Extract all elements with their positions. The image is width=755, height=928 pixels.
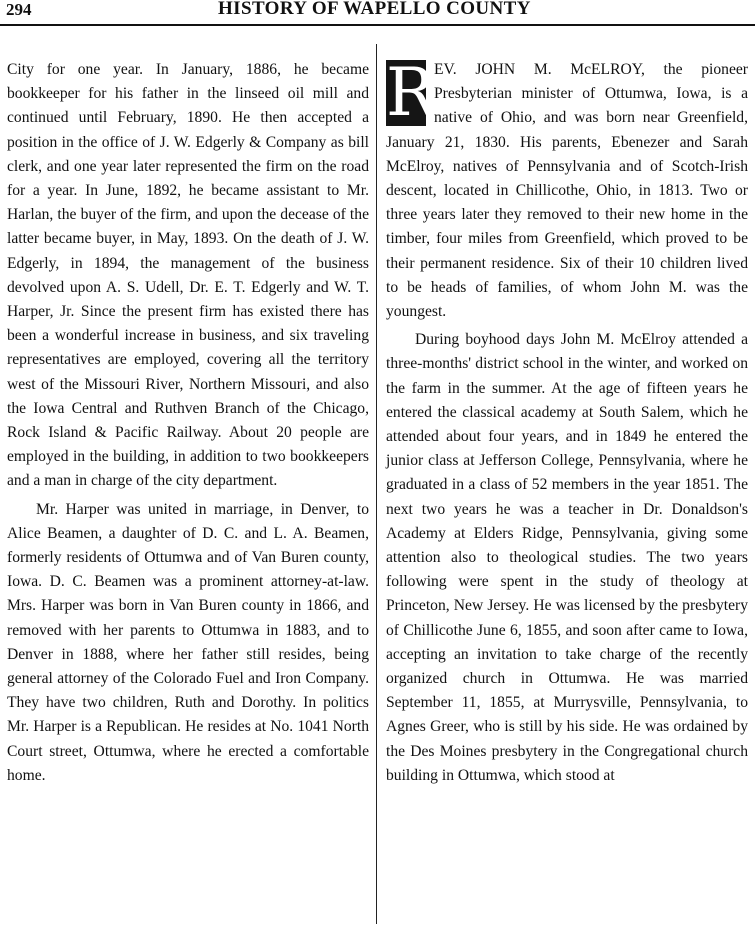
paragraph bbox=[386, 54, 748, 324]
paragraph: During boyhood days John M. McElroy attended a three-months' district school in the winter, and worked on the farm in the summer. At the age of fifteen years he entered the classical academy at South Salem, which he attended about four years, and in 1849 he entered the junior class at Jefferson College, Pennsylvania, where he graduated in a class of 52 members in the year 1851. The next two years he was a teacher in Dr. Donaldson's Academy at Elders Ridge, Pennsylvania, giving some attention also to theological studies. The two years following were spent in the study of theology at Princeton, New Jersey. He was licensed by the presbytery of Chillicothe June 6, 1855, and soon after came to Iowa, accepting an invitation to take charge of the recently organized church in Ottumwa. He was married September 11, 1855, at Murrysville, Pennsylvania, to Agnes Greer, who is still by his side. He was ordained by the Des Moines presbytery in the Congregational church building in Ottumwa, which stood at bbox=[386, 331, 748, 784]
page-number: 294 bbox=[6, 0, 32, 19]
paragraph: Mr. Harper was united in marriage, in Denver, to Alice Beamen, a daughter of D. C. and L. A. Beamen, formerly residents of Ottumwa and of Van Buren county, Iowa. D. C. Beamen was a prominent attorney-at-law. Mrs. Harper was born in Van Buren county in 1866, and removed with her parents to Ottumwa in 1883, and to Denver in 1888, where her father still resides, being general attorney of the Colorado Fuel and Iron Company. They have two children, Ruth and Dorothy. In politics Mr. Harper is a Republican. He resides at No. 1041 North Court street, Ottumwa, where he erected a comfortable home. bbox=[7, 500, 369, 784]
right-column bbox=[386, 54, 748, 788]
running-title: HISTORY OF WAPELLO COUNTY bbox=[218, 0, 531, 19]
paragraph: City for one year. In January, 1886, he became bookkeeper for his father in the linseed oil mill and continued until February, 1890. He then accepted a position in the office of J. W. Edgerly & Company as bill clerk, and one year later represented the firm on the road for a year. In June, 1892, he became assistant to Mr. Harlan, the buyer of the firm, and upon the decease of the latter became buyer, in May, 1893. On the death of J. W. Edgerly, in 1894, the management of the business devolved upon A. S. Udell, Dr. E. T. Edgerly and W. T. Harper, Jr. Since the present firm has existed there has been a wonderful increase in business, and six traveling representatives are employed, covering all the territory west of the Missouri River, Northern Missouri, and also the Iowa Central and Ruthven Branch of the Chicago, Rock Island & Pacific Railway. About 20 people are employed in the building, in addition to two bookkeepers and a man in charge of the city department. bbox=[7, 61, 369, 490]
header-rule bbox=[0, 24, 755, 26]
left-column bbox=[7, 58, 369, 788]
paragraph-text: EV. JOHN M. McELROY, the pioneer Presbyterian minister of Ottumwa, Iowa, is a native of Ohio, and was born near Greenfield, January 21, 1830. His parents, Ebenezer and Sarah McElroy, natives of Pennsylvania and of Scotch-Irish descent, located in Chillicothe, Ohio, in 1813. Two or three years later they removed to their new home in the timber, four miles from Greenfield, which proved to be their permanent residence. Six of their 10 children lived to be heads of families, of whom John M. was the youngest. bbox=[386, 61, 748, 321]
column-divider bbox=[376, 44, 377, 924]
drop-cap: R bbox=[386, 54, 436, 131]
page-header bbox=[0, 0, 755, 28]
